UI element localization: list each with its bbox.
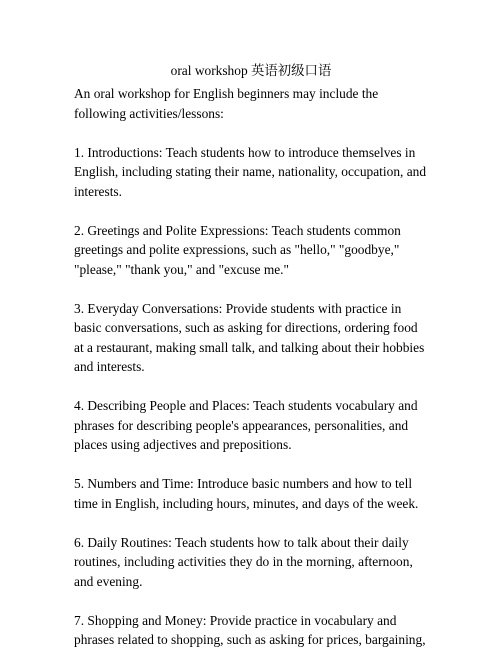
document-title: oral workshop 英语初级口语 — [170, 63, 332, 78]
intro-paragraph: An oral workshop for English beginners may include the following activities/lessons: — [74, 86, 379, 121]
list-item-numbers-time: 5. Numbers and Time: Introduce basic numbers and how to tell time in English, including hours, minutes, and days of the week. — [74, 476, 419, 511]
list-item-daily-routines: 6. Daily Routines: Teach students how to talk about their daily routines, including activities they do in the morning, afternoon, and evening. — [74, 534, 413, 589]
list-item-everyday-conversations: 3. Everyday Conversations: Provide students with practice in basic conversations, such as asking for directions, ordering food at a restaurant, making small talk, and talking about their hobbies and interests. — [74, 300, 425, 374]
list-item-shopping-money: 7. Shopping and Money: Provide practice in vocabulary and phrases related to shopping, such as asking for prices, bargaining, — [74, 612, 426, 647]
list-item-introductions: 1. Introductions: Teach students how to introduce themselves in English, including stating their name, nationality, occupation, and interests. — [74, 144, 427, 199]
list-item-greetings: 2. Greetings and Polite Expressions: Teach students common greetings and polite expressions, such as "hello," "goodbye," "please," "thank you," and "excuse me." — [74, 222, 401, 277]
document-body — [74, 84, 430, 669]
list-item-describing-people-places: 4. Describing People and Places: Teach students vocabulary and phrases for describing people's appearances, personalities, and places using adjectives and prepositions. — [74, 398, 418, 452]
